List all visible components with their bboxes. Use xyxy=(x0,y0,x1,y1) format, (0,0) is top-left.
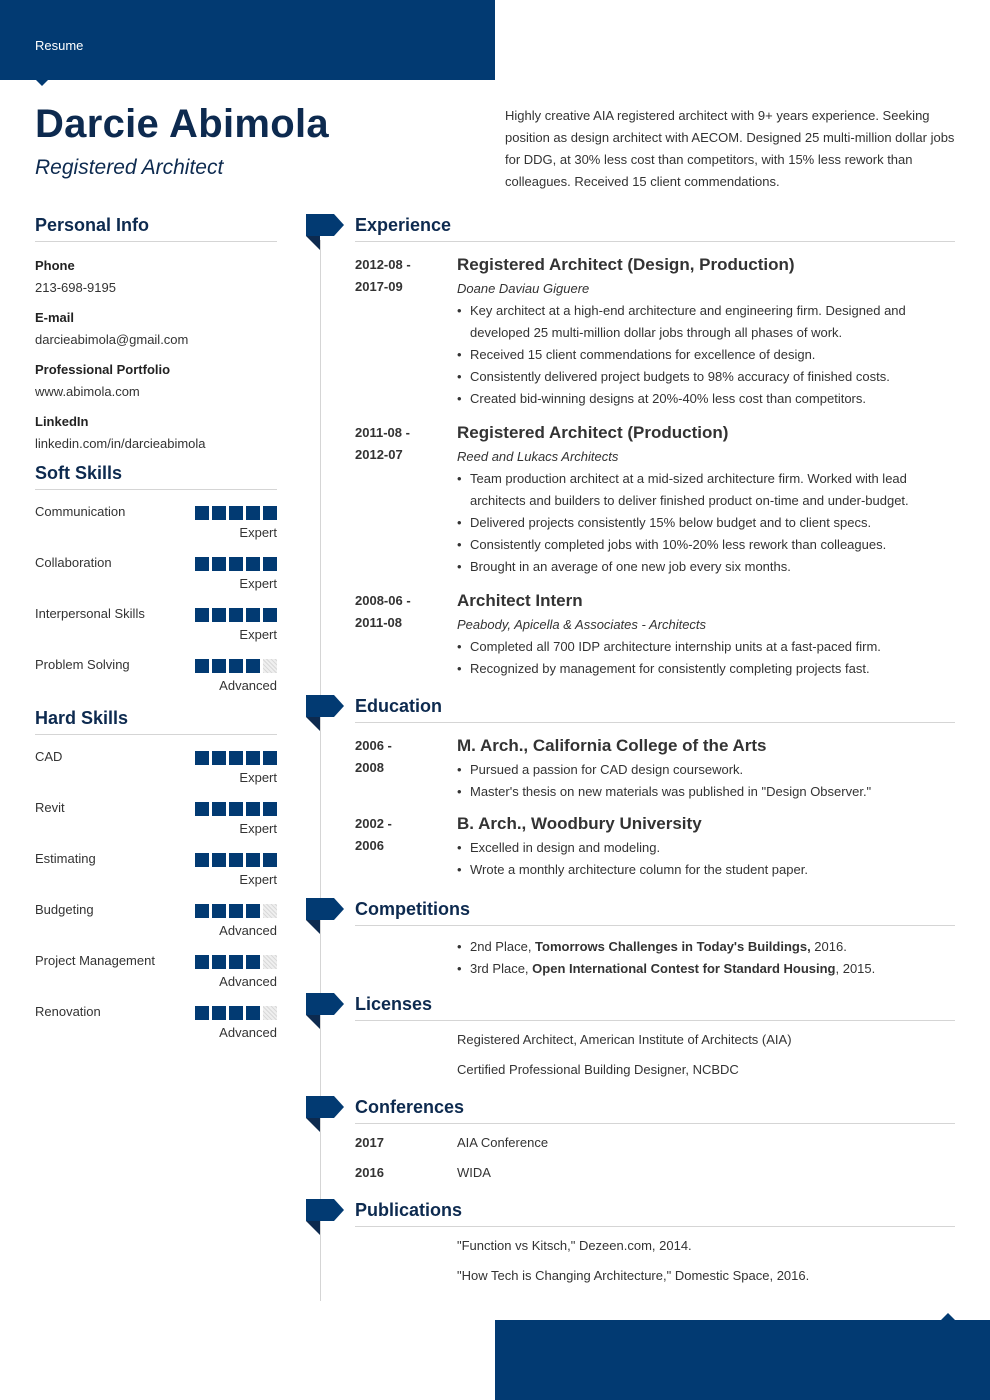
rating-square-filled xyxy=(246,955,260,969)
skill-name: Collaboration xyxy=(35,555,112,570)
skill-name: Renovation xyxy=(35,1004,101,1019)
date-start: 2002 - xyxy=(355,816,392,831)
license-item: Certified Professional Building Designer, NCBDC xyxy=(457,1062,739,1077)
bullet-item: • Key architect at a high-end architecture and engineering firm. Designed and developed 25 multi-million dollar jobs through all phases of work. xyxy=(457,300,955,344)
bullet-item: • Delivered projects consistently 15% below budget and to client specs. xyxy=(457,512,955,534)
date-start: 2008-06 - xyxy=(355,593,411,608)
date-start: 2006 - xyxy=(355,738,392,753)
section-flag-icon xyxy=(306,1096,344,1132)
rating-square-filled xyxy=(246,1006,260,1020)
rating-square-filled xyxy=(246,659,260,673)
entry-title: M. Arch., California College of the Arts xyxy=(457,736,767,755)
conferences-heading: Conferences xyxy=(355,1097,955,1124)
skill-row xyxy=(35,800,277,851)
competitions-list xyxy=(355,936,955,980)
bullet-list xyxy=(457,300,955,410)
skill-level: Expert xyxy=(239,525,277,540)
rating-square-filled xyxy=(212,751,226,765)
rating-square-filled xyxy=(212,557,226,571)
rating-square-filled xyxy=(246,608,260,622)
info-label: Phone xyxy=(35,258,75,273)
rating-square-filled xyxy=(212,904,226,918)
timeline-entry xyxy=(355,813,955,881)
date-end: 2011-08 xyxy=(355,615,402,630)
publication-item: "Function vs Kitsch," Dezeen.com, 2014. xyxy=(457,1238,692,1253)
personal-info-list xyxy=(35,255,277,455)
footer-band-notch xyxy=(941,1313,955,1320)
rating-square-filled xyxy=(246,506,260,520)
rating-square-filled xyxy=(229,1006,243,1020)
rating-square-filled xyxy=(229,955,243,969)
entry-title: B. Arch., Woodbury University xyxy=(457,814,702,833)
education-heading: Education xyxy=(355,696,955,723)
skill-rating xyxy=(195,904,277,918)
skill-level: Expert xyxy=(239,770,277,785)
experience-heading: Experience xyxy=(355,215,955,242)
skill-rating xyxy=(195,853,277,867)
skill-row xyxy=(35,851,277,902)
rating-square-filled xyxy=(195,904,209,918)
rating-square-filled xyxy=(212,659,226,673)
conference-item xyxy=(355,1132,955,1154)
rating-square-filled xyxy=(246,557,260,571)
personal-info-heading: Personal Info xyxy=(35,215,277,242)
rating-square-filled xyxy=(229,904,243,918)
date-end: 2006 xyxy=(355,838,384,853)
education-section xyxy=(355,696,955,881)
rating-square-empty xyxy=(263,659,277,673)
header-band xyxy=(0,0,495,80)
section-flag-icon xyxy=(306,898,344,934)
skill-row xyxy=(35,902,277,953)
competition-year: , 2015. xyxy=(835,961,876,976)
skill-name: CAD xyxy=(35,749,63,764)
rating-square-filled xyxy=(195,608,209,622)
skill-name: Budgeting xyxy=(35,902,94,917)
skill-level: Advanced xyxy=(219,974,277,989)
rating-square-filled xyxy=(195,853,209,867)
soft-skills-heading: Soft Skills xyxy=(35,463,277,490)
skill-level: Advanced xyxy=(219,1025,277,1040)
bullet-item: • Recognized by management for consistently completing projects fast. xyxy=(457,658,955,680)
skill-row xyxy=(35,606,277,657)
skill-name: Interpersonal Skills xyxy=(35,606,145,621)
skill-rating xyxy=(195,1006,277,1020)
soft-skills-list xyxy=(35,504,277,708)
rating-square-empty xyxy=(263,955,277,969)
section-flag-icon xyxy=(306,695,344,731)
skill-level: Advanced xyxy=(219,678,277,693)
summary: Highly creative AIA registered architect with 9+ years experience. Seeking position as design architect with AECOM. Designed 25 multi-million dollar jobs for DDG, at 30% less cost than competitors, with 15% less rework than colleagues. Received 15 client commendations. xyxy=(505,108,955,189)
bullet-item: • Wrote a monthly architecture column for the student paper. xyxy=(457,859,955,881)
conference-year: 2016 xyxy=(355,1165,384,1180)
skill-row xyxy=(35,749,277,800)
timeline-entry xyxy=(355,735,955,803)
publications-section xyxy=(355,1200,955,1287)
section-flag-icon xyxy=(306,1199,344,1235)
entry-date xyxy=(355,590,445,634)
bullet-list xyxy=(457,468,955,578)
date-start: 2012-08 - xyxy=(355,257,411,272)
licenses-heading: Licenses xyxy=(355,994,955,1021)
entry-title: Registered Architect (Production) xyxy=(457,423,729,442)
bullet-list xyxy=(457,759,955,803)
header-band-notch xyxy=(34,78,50,86)
skill-name: Project Management xyxy=(35,953,155,968)
conference-name: AIA Conference xyxy=(457,1135,549,1150)
conferences-section xyxy=(355,1097,955,1184)
rating-square-filled xyxy=(229,802,243,816)
bullet-item: • Brought in an average of one new job every six months. xyxy=(457,556,955,578)
bullet-item: • Received 15 client commendations for excellence of design. xyxy=(457,344,955,366)
skill-level: Expert xyxy=(239,821,277,836)
entry-date xyxy=(355,735,445,779)
phone-value: 213-698-9195 xyxy=(35,280,116,295)
conference-name: WIDA xyxy=(457,1165,491,1180)
publication-item: "How Tech is Changing Architecture," Domestic Space, 2016. xyxy=(457,1268,810,1283)
experience-section xyxy=(355,215,955,680)
skill-name: Estimating xyxy=(35,851,96,866)
bullet-item: • Pursued a passion for CAD design coursework. xyxy=(457,759,955,781)
rating-square-filled xyxy=(263,853,277,867)
skill-row xyxy=(35,1004,277,1055)
rating-square-filled xyxy=(212,608,226,622)
conference-year: 2017 xyxy=(355,1135,384,1150)
skill-rating xyxy=(195,557,277,571)
rating-square-filled xyxy=(212,506,226,520)
skill-name: Problem Solving xyxy=(35,657,130,672)
rating-square-filled xyxy=(263,608,277,622)
bullet-item: • Master's thesis on new materials was published in "Design Observer." xyxy=(457,781,955,803)
rating-square-filled xyxy=(195,1006,209,1020)
conference-item xyxy=(355,1162,955,1184)
competition-place: 3rd Place, xyxy=(470,961,533,976)
entry-company: Peabody, Apicella & Associates - Architects xyxy=(457,617,707,632)
rating-square-filled xyxy=(212,955,226,969)
skill-row xyxy=(35,953,277,1004)
timeline-entry xyxy=(355,422,955,578)
info-label: Professional Portfolio xyxy=(35,362,171,377)
entry-company: Reed and Lukacs Architects xyxy=(457,449,619,464)
rating-square-filled xyxy=(212,802,226,816)
competition-name: Open International Contest for Standard Housing xyxy=(532,961,836,976)
rating-square-filled xyxy=(212,1006,226,1020)
rating-square-filled xyxy=(195,955,209,969)
rating-square-filled xyxy=(263,802,277,816)
rating-square-filled xyxy=(229,506,243,520)
license-item: Registered Architect, American Institute of Architects (AIA) xyxy=(457,1032,792,1047)
skill-rating xyxy=(195,608,277,622)
competition-year: 2016. xyxy=(810,939,847,954)
skill-rating xyxy=(195,506,277,520)
rating-square-empty xyxy=(263,904,277,918)
skill-rating xyxy=(195,955,277,969)
licenses-section xyxy=(355,994,955,1081)
rating-square-filled xyxy=(246,904,260,918)
skill-level: Expert xyxy=(239,576,277,591)
linkedin-link[interactable]: linkedin.com/in/darcieabimola xyxy=(35,436,206,451)
rating-square-filled xyxy=(195,557,209,571)
competition-item xyxy=(457,936,955,958)
rating-square-filled xyxy=(195,802,209,816)
date-end: 2012-07 xyxy=(355,447,403,462)
timeline-line xyxy=(320,240,321,1301)
rating-square-filled xyxy=(229,751,243,765)
entry-date xyxy=(355,813,445,857)
competition-name: Tomorrows Challenges in Today's Buildings, xyxy=(535,939,811,954)
competition-place: 2nd Place, xyxy=(470,939,536,954)
skill-rating xyxy=(195,659,277,673)
timeline-entry xyxy=(355,254,955,410)
left-column xyxy=(35,215,277,1055)
rating-square-filled xyxy=(263,751,277,765)
rating-square-filled xyxy=(195,506,209,520)
publications-heading: Publications xyxy=(355,1200,955,1227)
timeline-entry xyxy=(355,590,955,680)
skill-level: Advanced xyxy=(219,923,277,938)
date-end: 2017-09 xyxy=(355,279,403,294)
skill-name: Communication xyxy=(35,504,126,519)
document-type-label: Resume xyxy=(35,38,84,53)
rating-square-filled xyxy=(212,853,226,867)
skill-level: Expert xyxy=(239,872,277,887)
skill-row xyxy=(35,504,277,555)
rating-square-filled xyxy=(195,659,209,673)
section-flag-icon xyxy=(306,214,344,250)
rating-square-filled xyxy=(263,506,277,520)
candidate-title: Registered Architect xyxy=(35,156,224,179)
rating-square-empty xyxy=(263,1006,277,1020)
bullet-item: • Completed all 700 IDP architecture internship units at a fast-paced firm. xyxy=(457,636,955,658)
rating-square-filled xyxy=(229,608,243,622)
competitions-section xyxy=(355,899,955,980)
skill-row xyxy=(35,657,277,708)
competition-item xyxy=(457,958,955,980)
bullet-item: • Created bid-winning designs at 20%-40% less cost than competitors. xyxy=(457,388,955,410)
rating-square-filled xyxy=(263,557,277,571)
section-flag-icon xyxy=(306,993,344,1029)
hard-skills-list xyxy=(35,749,277,1055)
skill-row xyxy=(35,555,277,606)
rating-square-filled xyxy=(229,659,243,673)
skill-rating xyxy=(195,751,277,765)
hard-skills-heading: Hard Skills xyxy=(35,708,277,735)
portfolio-link[interactable]: www.abimola.com xyxy=(35,384,140,399)
bullet-item: • Team production architect at a mid-sized architecture firm. Worked with lead architects and builders to deliver finished product on-time and under-budget. xyxy=(457,468,955,512)
rating-square-filled xyxy=(229,557,243,571)
bullet-item: • Excelled in design and modeling. xyxy=(457,837,955,859)
skill-rating xyxy=(195,802,277,816)
info-label: LinkedIn xyxy=(35,414,89,429)
info-label: E-mail xyxy=(35,310,75,325)
bullet-item: • Consistently delivered project budgets to 98% accuracy of finished costs. xyxy=(457,366,955,388)
entry-date xyxy=(355,422,445,466)
footer-band xyxy=(495,1320,990,1400)
bullet-list xyxy=(457,636,955,680)
entry-title: Architect Intern xyxy=(457,591,583,610)
bullet-list xyxy=(457,837,955,881)
skill-name: Revit xyxy=(35,800,65,815)
date-start: 2011-08 - xyxy=(355,425,410,440)
skill-level: Expert xyxy=(239,627,277,642)
rating-square-filled xyxy=(246,802,260,816)
email-value[interactable]: darcieabimola@gmail.com xyxy=(35,332,189,347)
rating-square-filled xyxy=(195,751,209,765)
rating-square-filled xyxy=(229,853,243,867)
date-end: 2008 xyxy=(355,760,384,775)
bullet-item: • Consistently completed jobs with 10%-20% less rework than colleagues. xyxy=(457,534,955,556)
rating-square-filled xyxy=(246,853,260,867)
competitions-heading: Competitions xyxy=(355,899,955,926)
entry-date xyxy=(355,254,445,298)
entry-title: Registered Architect (Design, Production) xyxy=(457,255,795,274)
entry-company: Doane Daviau Giguere xyxy=(457,281,590,296)
candidate-name: Darcie Abimola xyxy=(35,102,329,146)
rating-square-filled xyxy=(246,751,260,765)
